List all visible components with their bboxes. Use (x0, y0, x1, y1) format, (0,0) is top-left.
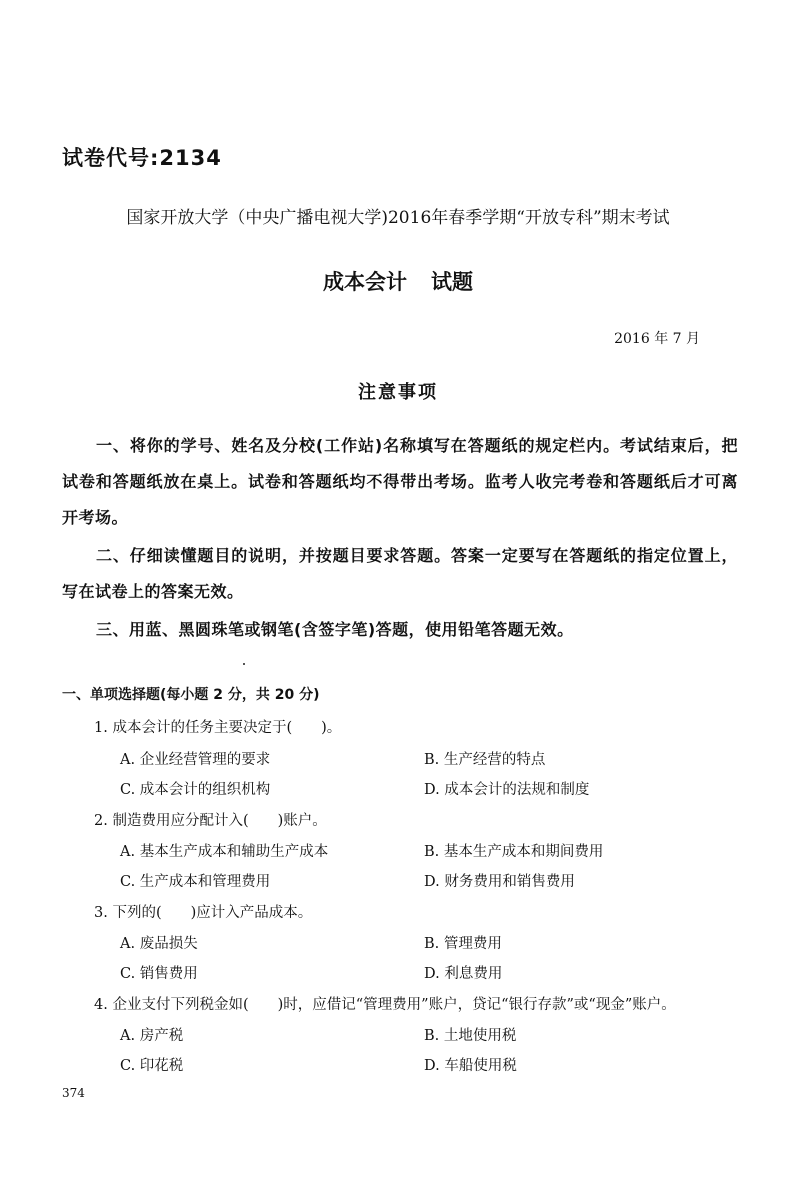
question-stem: 2. 制造费用应分配计入( )账户。 (94, 813, 327, 829)
option-b: B. 土地使用税 (424, 1028, 517, 1044)
notice-item: 三、用蓝、黑圆珠笔或钢笔(含签字笔)答题，使用铅笔答题无效。 (96, 620, 574, 639)
option-d: D. 财务费用和销售费用 (424, 874, 575, 890)
option-c: C. 生产成本和管理费用 (120, 874, 271, 890)
option-c: C. 成本会计的组织机构 (120, 782, 271, 798)
option-b: B. 生产经营的特点 (424, 752, 546, 768)
exam-code: 试卷代号:2134 (62, 146, 222, 170)
question-stem: 1. 成本会计的任务主要决定于( )。 (94, 720, 342, 736)
subject-name: 成本会计 (323, 270, 407, 294)
notice-item: 一、将你的学号、姓名及分校(工作站)名称填写在答题纸的规定栏内。考试结束后，把试卷和答题纸放在桌上。试卷和答题纸均不得带出考场。监考人收完考卷和答题纸后才可离开考场。 (62, 436, 738, 527)
option-b: B. 基本生产成本和期间费用 (424, 844, 604, 860)
notice-heading: 注意事项 (358, 382, 438, 403)
exam-title (0, 266, 796, 296)
page-number: 374 (62, 1086, 85, 1100)
section-heading: 一、单项选择题(每小题 2 分，共 20 分) (62, 687, 320, 703)
scan-speck (243, 663, 245, 665)
option-a: A. 房产税 (120, 1028, 184, 1044)
notice-item: 二、仔细读懂题目的说明，并按题目要求答题。答案一定要写在答题纸的指定位置上，写在试卷上的答案无效。 (62, 546, 738, 601)
option-d: D. 利息费用 (424, 966, 503, 982)
option-c: C. 销售费用 (120, 966, 198, 982)
title-suffix: 试题 (431, 270, 473, 294)
option-a: A. 企业经营管理的要求 (120, 752, 271, 768)
exam-date: 2016 年 7 月 (614, 331, 700, 347)
option-d: D. 车船使用税 (424, 1058, 517, 1074)
notice-list (62, 428, 738, 650)
option-d: D. 成本会计的法规和制度 (424, 782, 590, 798)
question-stem: 3. 下列的( )应计入产品成本。 (94, 905, 313, 921)
option-c: C. 印花税 (120, 1058, 184, 1074)
option-a: A. 废品损失 (120, 936, 198, 952)
exam-header: 国家开放大学（中央广播电视大学)2016年春季学期“开放专科”期末考试 (126, 208, 670, 228)
option-a: A. 基本生产成本和辅助生产成本 (120, 844, 329, 860)
question-stem: 4. 企业支付下列税金如( )时，应借记“管理费用”账户，贷记“银行存款”或“现金”账户。 (94, 997, 676, 1013)
option-b: B. 管理费用 (424, 936, 502, 952)
